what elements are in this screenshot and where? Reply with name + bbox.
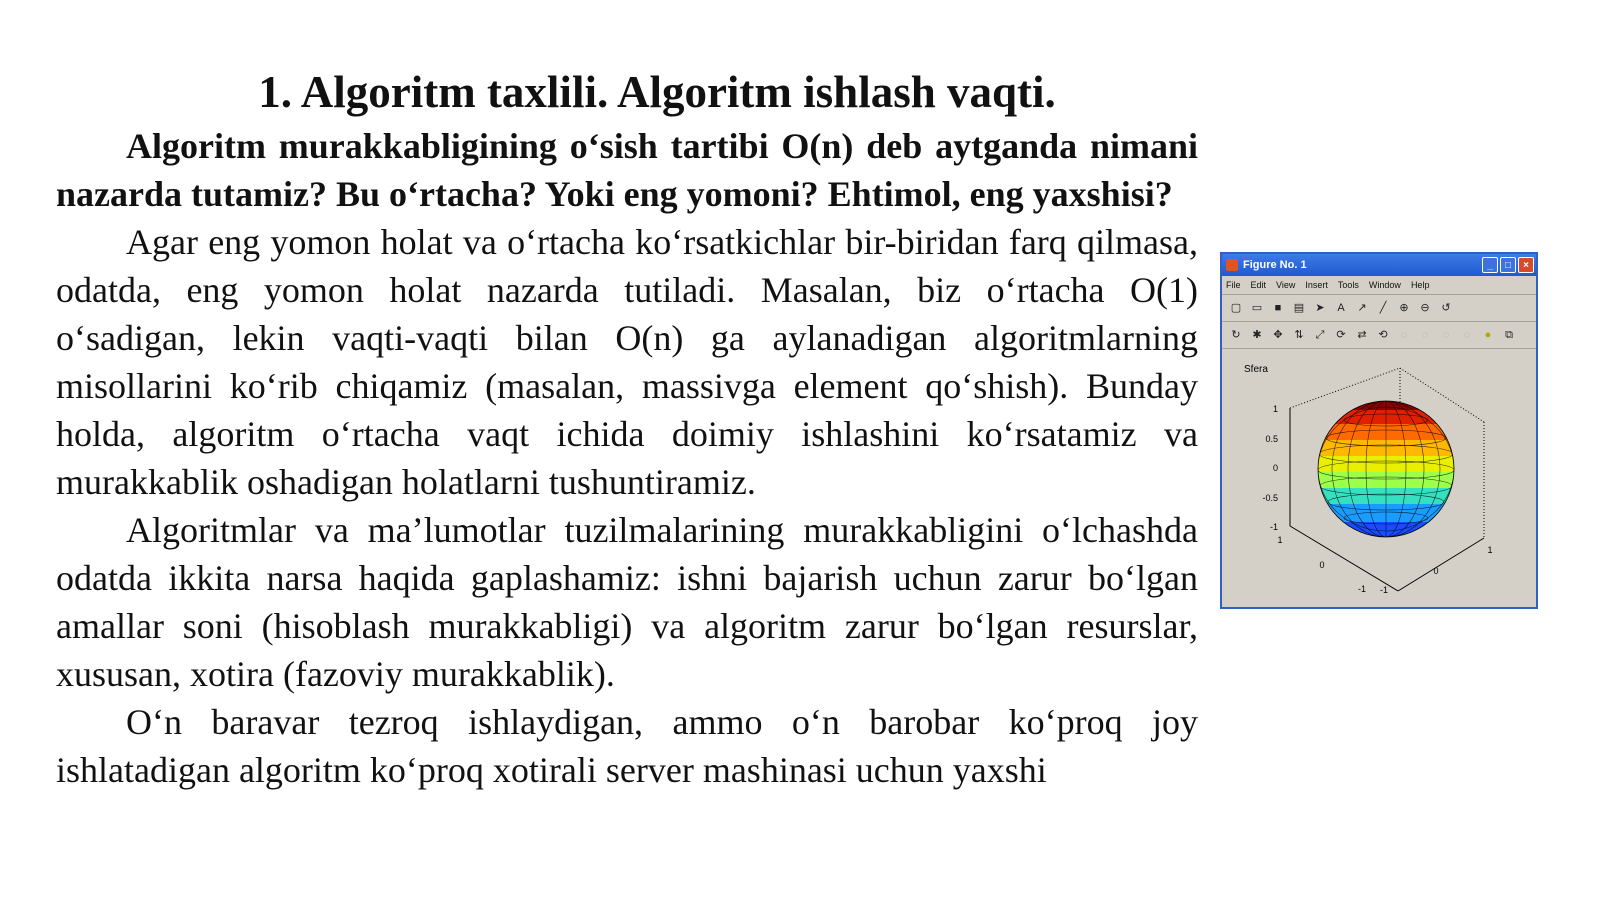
print-icon[interactable]: ▤ [1293, 302, 1305, 314]
light-bulb-icon[interactable]: ● [1484, 329, 1492, 341]
maximize-button[interactable]: □ [1500, 257, 1516, 273]
camera-reset-icon[interactable]: ⟲ [1378, 329, 1388, 341]
figure-title: Figure No. 1 [1243, 259, 1307, 271]
menu-help[interactable]: Help [1410, 280, 1430, 290]
text-icon[interactable]: A [1337, 302, 1345, 314]
paragraph-3: Algoritmlar va ma’lumotlar tuzilmalarining murakkabligini o‘lchashda odatda ikkita narsa haqida gaplashamiz: ishni bajarish uchun zarur bo‘lgan amallar soni (hisoblash murakkabligi) va algoritm zarur bo‘lgan resurslar, xususan, xotira (fazoviy murakkablik). [56, 510, 1198, 694]
z-tick-4: -0.5 [1262, 493, 1278, 503]
menu-insert[interactable]: Insert [1305, 280, 1328, 290]
figure-title-bar[interactable] [1222, 254, 1536, 276]
paragraph-2: Agar eng yomon holat va o‘rtacha ko‘rsatkichlar bir-biridan farq qilmasa, odatda, eng yomon holat nazarda tutiladi. Masalan, biz o‘rtacha O(1) o‘sadigan, lekin vaqti-vaqti bilan O(n) ga aylanadigan algoritmlarning misollarini ko‘rib chiqamiz (masalan, massivga element qo‘shish). Bunday holda, algoritm o‘rtacha vaqt ichida doimiy ishlashini ko‘rsatamiz va murakkablik oshadigan holatlarni tushuntiramiz. [56, 222, 1198, 502]
x-tick-2: 0 [1433, 566, 1439, 576]
z-tick-3: 0 [1272, 463, 1278, 473]
dim-2-icon: ◌ [1421, 329, 1429, 341]
line-icon[interactable]: ╱ [1379, 302, 1387, 314]
open-icon[interactable]: ▭ [1251, 302, 1263, 314]
figure-toolbar-1 [1222, 295, 1536, 322]
camera-pan-icon[interactable]: ✥ [1273, 329, 1283, 341]
y-tick-1: 1 [1277, 535, 1283, 545]
new-icon[interactable]: ▢ [1230, 302, 1242, 314]
dim-4-icon: ◌ [1463, 329, 1471, 341]
menu-file[interactable]: File [1226, 280, 1241, 290]
pointer-icon[interactable]: ➤ [1315, 302, 1325, 314]
x-tick-3: -1 [1379, 585, 1389, 595]
z-tick-5: -1 [1269, 522, 1278, 532]
close-button[interactable]: × [1518, 257, 1534, 273]
rotate-icon[interactable]: ↺ [1441, 302, 1451, 314]
menu-tools[interactable]: Tools [1337, 280, 1359, 290]
figure-menubar [1222, 276, 1536, 295]
plot-title: Sfera [1244, 364, 1268, 375]
z-tick-2: 0.5 [1265, 434, 1278, 444]
dim-3-icon: ◌ [1442, 329, 1450, 341]
figure-window [1220, 252, 1538, 609]
question-paragraph: Algoritm murakkabligining o‘sish tartibi O(n) deb aytganda nimani nazarda tutamiz? Bu o‘rtacha? Yoki eng yomoni? Ehtimol, eng yaxshisi? [56, 126, 1198, 214]
camera-orbit-icon[interactable]: ↻ [1231, 329, 1241, 341]
box-icon[interactable]: ⧉ [1505, 329, 1513, 341]
minimize-button[interactable]: _ [1482, 257, 1498, 273]
zoom-in-icon[interactable]: ⊕ [1399, 302, 1409, 314]
body-text [56, 122, 1198, 794]
figure-toolbar-2 [1222, 322, 1536, 349]
menu-window[interactable]: Window [1368, 280, 1401, 290]
y-tick-2: 0 [1319, 560, 1325, 570]
dim-1-icon: ◌ [1400, 329, 1408, 341]
y-tick-3: -1 [1357, 584, 1367, 594]
camera-light-icon[interactable]: ✱ [1252, 329, 1262, 341]
camera-dolly-icon[interactable]: ⇅ [1294, 329, 1304, 341]
menu-edit[interactable]: Edit [1250, 280, 1267, 290]
camera-roll-icon[interactable]: ⟳ [1336, 329, 1346, 341]
camera-zoom-icon[interactable]: ⤢ [1315, 329, 1325, 341]
z-tick-1: 1 [1272, 404, 1278, 414]
arrow-icon[interactable]: ↗ [1357, 302, 1367, 314]
zoom-out-icon[interactable]: ⊖ [1420, 302, 1430, 314]
sphere-plot [1222, 348, 1536, 607]
camera-walk-icon[interactable]: ⇄ [1357, 329, 1367, 341]
paragraph-4: O‘n baravar tezroq ishlaydigan, ammo o‘n barobar ko‘proq joy ishlatadigan algoritm ko‘proq xotirali server mashinasi uchun yaxshi [56, 702, 1198, 790]
x-tick-1: 1 [1487, 545, 1493, 555]
menu-view[interactable]: View [1276, 280, 1296, 290]
save-icon[interactable]: ■ [1274, 302, 1282, 314]
matlab-logo-icon [1226, 259, 1238, 271]
page-title: 1. Algoritm taxlili. Algoritm ishlash vaqti. [258, 67, 1056, 117]
